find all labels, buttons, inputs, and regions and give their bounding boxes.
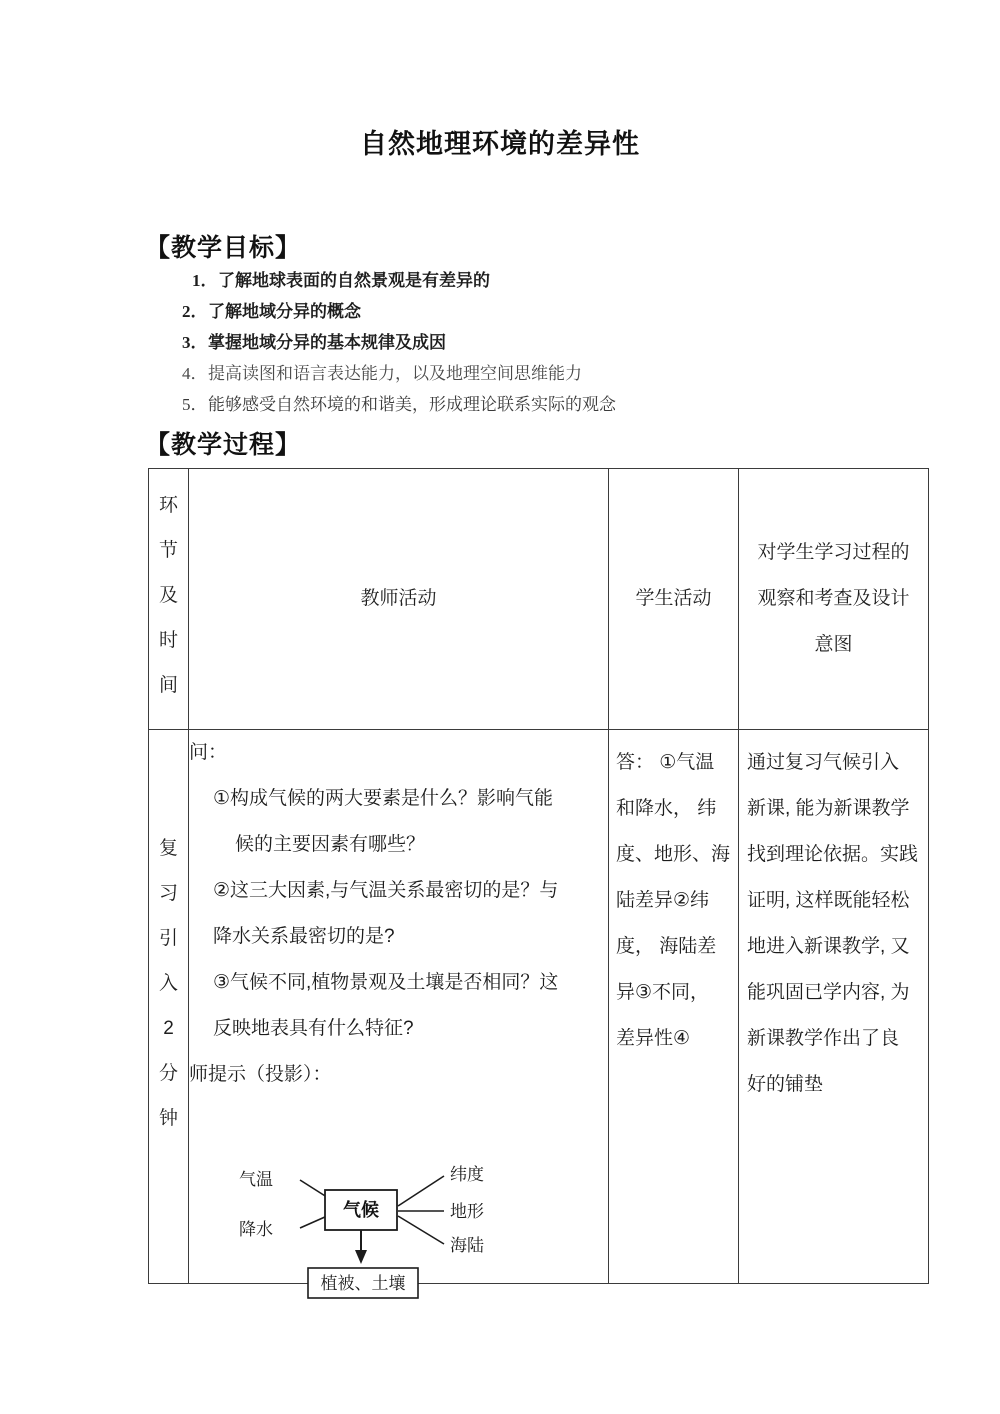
objective-number: 5． — [182, 395, 208, 414]
header-cell-design — [739, 469, 929, 730]
objective-item — [178, 358, 878, 389]
design-line: 新课, 能为新课教学 — [747, 798, 910, 819]
design-intent-text — [739, 730, 928, 1108]
stage-header-vertical — [149, 469, 188, 708]
diagram-input-right-label: 纬度 — [450, 1165, 484, 1184]
diagram-center-label: 气候 — [343, 1200, 379, 1220]
header-cell-teacher: 教师活动 — [189, 469, 609, 730]
section-heading-objectives: 【教学目标】 — [145, 235, 302, 262]
student-line: 答： ①气温 — [616, 752, 715, 773]
teacher-line: 反映地表具有什么特征? — [213, 1018, 414, 1039]
vertical-char: 2 — [163, 1018, 174, 1039]
design-line: 地进入新课教学, 又 — [747, 936, 910, 957]
diagram-output-label: 植被、土壤 — [320, 1274, 406, 1293]
diagram-input-left-label: 气温 — [239, 1170, 273, 1189]
objective-text: 能够感受自然环境的和谐美，形成理论联系实际的观念 — [208, 395, 616, 414]
student-line: 差异性④ — [616, 1028, 691, 1049]
student-line: 陆差异②纬 — [616, 890, 710, 911]
vertical-char: 入 — [158, 973, 178, 994]
design-line: 通过复习气候引入 — [747, 752, 900, 773]
header-cell-student: 学生活动 — [609, 469, 739, 730]
objectives-list — [178, 265, 878, 420]
objective-text: 了解地域分异的概念 — [208, 302, 361, 321]
design-line: 好的铺垫 — [747, 1074, 824, 1095]
student-activity-text — [609, 730, 738, 1062]
design-header-line: 对学生学习过程的 — [757, 542, 910, 563]
table-header-row — [149, 469, 929, 730]
teacher-line: 师提示（投影）： — [189, 1064, 332, 1085]
teacher-line: 问： — [189, 742, 228, 763]
teacher-line: ①构成气候的两大要素是什么？影响气能 — [213, 788, 554, 809]
objective-number: 1． — [192, 271, 218, 290]
student-line: 度、地形、海 — [616, 844, 731, 865]
teacher-activity-text — [189, 730, 608, 1098]
diagram-input-left-label: 降水 — [239, 1220, 273, 1239]
body-cell-design — [739, 730, 929, 1284]
section-heading-process: 【教学过程】 — [145, 432, 302, 459]
vertical-char: 钟 — [158, 1108, 178, 1129]
body-cell-stage — [149, 730, 189, 1284]
diagram-input-right-label: 地形 — [450, 1202, 484, 1221]
objective-item — [178, 389, 878, 420]
teacher-line: ③气候不同,植物景观及土壤是否相同？这 — [213, 972, 559, 993]
vertical-char: 间 — [158, 675, 178, 696]
climate-concept-diagram — [212, 1158, 512, 1298]
design-line: 找到理论依据。实践 — [747, 844, 919, 865]
objective-item — [178, 327, 878, 358]
objective-item — [178, 265, 878, 296]
vertical-char: 时 — [158, 630, 178, 651]
design-line: 能巩固已学内容, 为 — [747, 982, 910, 1003]
objective-number: 4． — [182, 364, 208, 383]
objective-number: 2． — [182, 302, 208, 321]
vertical-char: 节 — [158, 540, 178, 561]
vertical-char: 及 — [158, 585, 178, 606]
vertical-char: 引 — [158, 928, 178, 949]
vertical-char: 分 — [158, 1063, 178, 1084]
design-line: 新课教学作出了良 — [747, 1028, 900, 1049]
design-header-line: 意图 — [814, 634, 853, 655]
objective-text: 了解地球表面的自然景观是有差异的 — [218, 271, 490, 290]
teacher-line: 候的主要因素有哪些？ — [235, 834, 426, 855]
design-header-line: 观察和考查及设计 — [757, 588, 910, 609]
vertical-char: 习 — [158, 883, 178, 904]
vertical-char: 复 — [158, 838, 178, 859]
objective-text: 提高读图和语言表达能力，以及地理空间思维能力 — [208, 364, 582, 383]
page-title: 自然地理环境的差异性 — [360, 129, 640, 159]
header-cell-stage — [149, 469, 189, 730]
objective-item — [178, 296, 878, 327]
teacher-line: 降水关系最密切的是? — [213, 926, 395, 947]
objective-number: 3． — [182, 333, 208, 352]
student-line: 和降水， 纬 — [616, 798, 717, 819]
body-cell-student — [609, 730, 739, 1284]
student-line: 度， 海陆差 — [616, 936, 717, 957]
diagram-input-right-label: 海陆 — [450, 1236, 484, 1255]
student-line: 异③不同， — [616, 982, 710, 1003]
design-line: 证明, 这样既能轻松 — [747, 890, 910, 911]
teacher-line: ②这三大因素,与气温关系最密切的是？与 — [213, 880, 559, 901]
vertical-char: 环 — [158, 495, 178, 516]
stage-label-vertical — [149, 730, 188, 1141]
objective-text: 掌握地域分异的基本规律及成因 — [208, 333, 446, 352]
